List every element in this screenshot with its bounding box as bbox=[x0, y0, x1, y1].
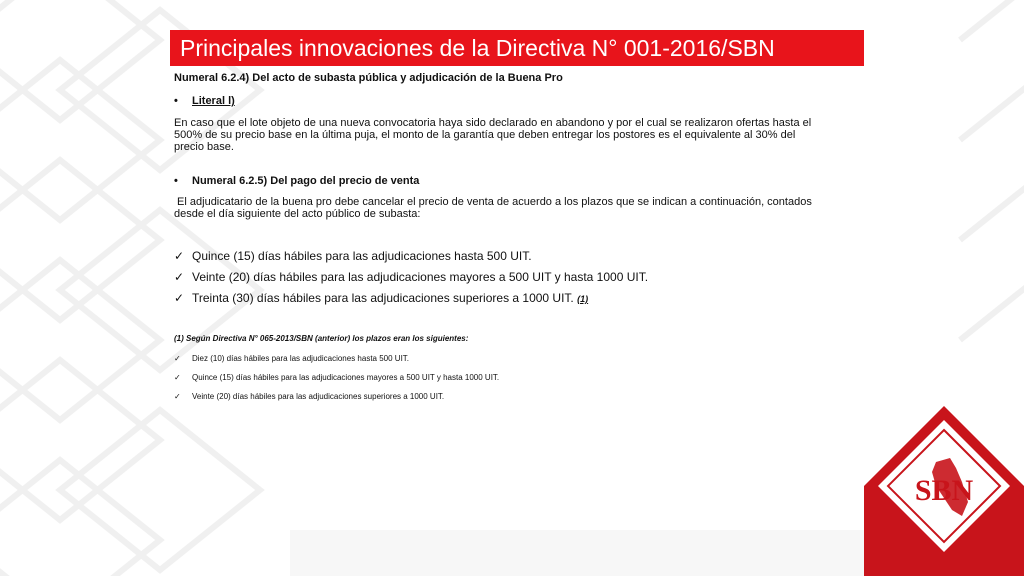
paragraph-line: El adjudicatario de la buena pro debe cancelar el precio de venta de acuerdo a los plazos que se indican a continuación, contados bbox=[174, 196, 812, 208]
footnote-ref: (1) bbox=[577, 294, 589, 304]
plazo-text: Quince (15) días hábiles para las adjudicaciones hasta 500 UIT. bbox=[192, 249, 532, 263]
paragraph-garantia bbox=[174, 117, 860, 153]
checkmark-icon: ✓ bbox=[174, 392, 181, 401]
paragraph-line: En caso que el lote objeto de una nueva convocatoria haya sido declarado en abandono y por el cual se realizaron ofertas hasta el bbox=[174, 117, 812, 129]
sbn-logo-text: SBN bbox=[914, 474, 974, 507]
bullet-numeral-pago bbox=[174, 175, 860, 187]
plazo-anterior-item bbox=[174, 354, 860, 364]
plazo-text: Treinta (30) días hábiles para las adjudicaciones superiores a 1000 UIT. bbox=[192, 291, 574, 305]
footnote-heading: (1) Según Directiva N° 065-2013/SBN (anterior) los plazos eran los siguientes: bbox=[174, 334, 469, 343]
sbn-logo bbox=[864, 406, 1024, 576]
plazo-anterior-text: Veinte (20) días hábiles para las adjudicaciones superiores a 1000 UIT. bbox=[192, 392, 445, 401]
plazo-item bbox=[174, 291, 860, 306]
slide-title: Principales innovaciones de la Directiva N° 001-2016/SBN bbox=[170, 30, 864, 66]
checkmark-icon: ✓ bbox=[174, 354, 181, 363]
paragraph-line: precio base. bbox=[174, 141, 234, 153]
bullet-numeral-label: Numeral 6.2.5) Del pago del precio de venta bbox=[192, 175, 420, 187]
paragraph-line: 500% de su precio base en la última puja, el monto de la garantía que deben entregar los postores es el equivalente al 30% del bbox=[174, 129, 796, 141]
paragraph-line: desde el día siguiente del acto público de subasta: bbox=[174, 208, 421, 220]
plazo-item bbox=[174, 249, 860, 263]
plazo-anterior-item bbox=[174, 373, 860, 383]
bullet-literal bbox=[174, 95, 860, 107]
checkmark-icon: ✓ bbox=[174, 270, 185, 284]
plazo-anterior-text: Diez (10) días hábiles para las adjudicaciones hasta 500 UIT. bbox=[192, 354, 410, 363]
plazo-anterior-item bbox=[174, 392, 860, 402]
bullet-dot: • bbox=[174, 175, 178, 187]
heading-numeral: Numeral 6.2.4) Del acto de subasta pública y adjudicación de la Buena Pro bbox=[174, 72, 563, 84]
bullet-dot: • bbox=[174, 95, 178, 107]
plazo-anterior-text: Quince (15) días hábiles para las adjudicaciones mayores a 500 UIT y hasta 1000 UIT. bbox=[192, 373, 500, 382]
checkmark-icon: ✓ bbox=[174, 373, 181, 382]
plazo-item bbox=[174, 270, 860, 284]
paragraph-pago bbox=[174, 196, 860, 220]
bullet-literal-label: Literal l) bbox=[192, 95, 235, 107]
checkmark-icon: ✓ bbox=[174, 249, 185, 263]
checkmark-icon: ✓ bbox=[174, 291, 185, 305]
plazo-text: Veinte (20) días hábiles para las adjudicaciones mayores a 500 UIT y hasta 1000 UIT. bbox=[192, 270, 649, 284]
